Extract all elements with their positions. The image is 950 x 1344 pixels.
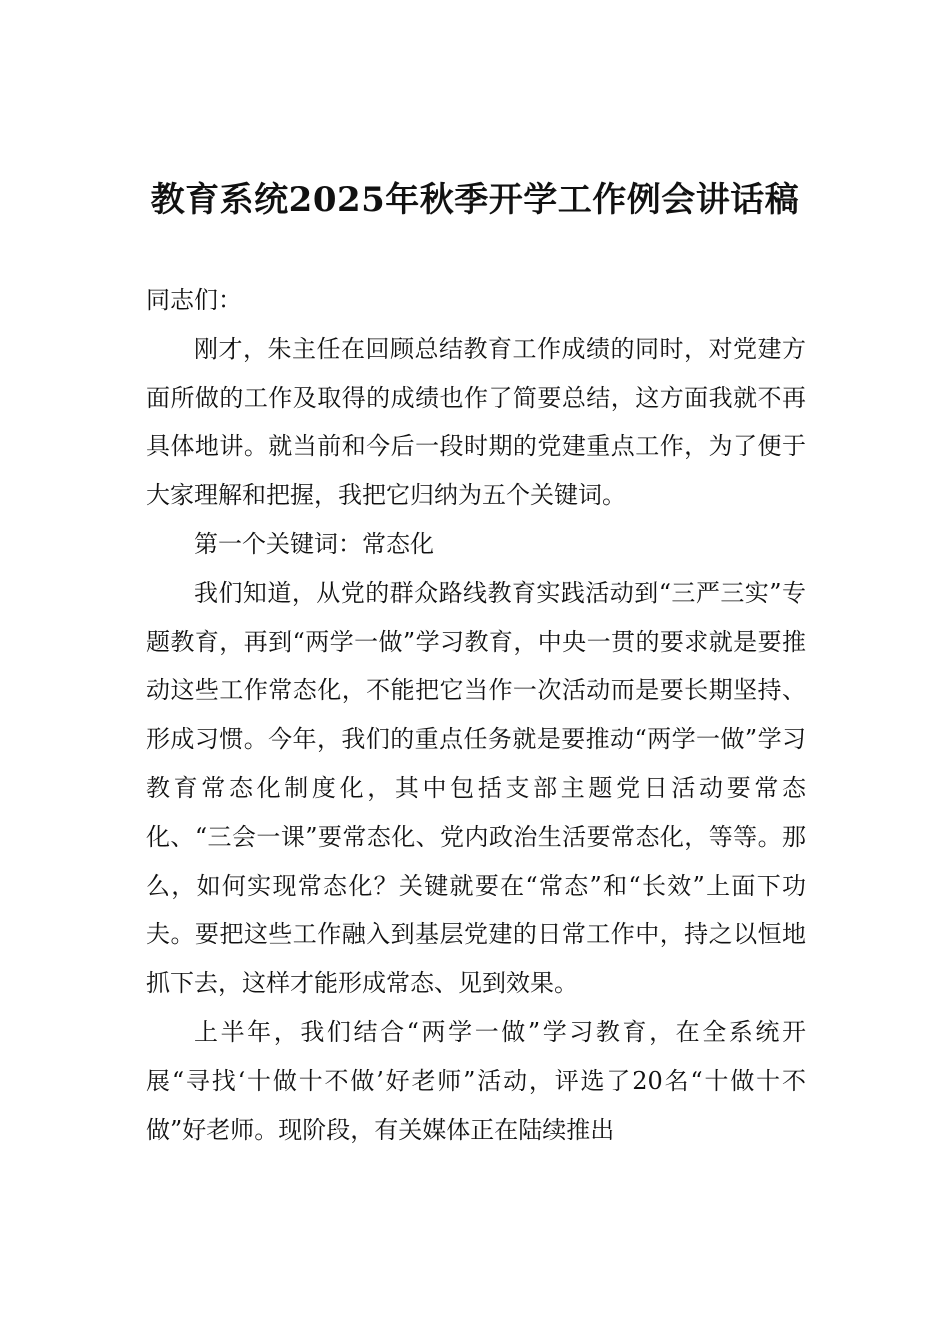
paragraph-first-half-year: 上半年，我们结合“两学一做”学习教育，在全系统开展“寻找‘十做十不做’好老师”活动，评选了20名“十做十不做”好老师。现阶段，有关媒体正在陆续推出 [146,1017,806,1144]
paragraph-normalization: 我们知道，从党的群众路线教育实践活动到“三严三实”专题教育，再到“两学一做”学习教育，中央一贯的要求就是要推动这些工作常态化，不能把它当作一次活动而是要长期坚持、形成习惯。今年，我们的重点任务就是要推动“两学一做”学习教育常态化制度化，其中包括支部主题党日活动要常态化、“三会一课”要常态化、党内政治生活要常态化，等等。那么，如何实现常态化？关键就要在“常态”和“长效”上面下功夫。要把这些工作融入到基层党建的日常工作中，持之以恒地抓下去，这样才能形成常态、见到效果。 [146,578,806,998]
salutation: 同志们： [146,286,242,314]
document-body [146,276,806,1154]
section-heading-keyword-1: 第一个关键词：常态化 [194,529,434,558]
paragraph-intro: 刚才，朱主任在回顾总结教育工作成绩的同时，对党建方面所做的工作及取得的成绩也作了简要总结，这方面我就不再具体地讲。就当前和今后一段时期的党建重点工作，为了便于大家理解和把握，我把它归纳为五个关键词。 [146,334,806,510]
document-title: 教育系统2025年秋季开学工作例会讲话稿 [150,180,800,220]
